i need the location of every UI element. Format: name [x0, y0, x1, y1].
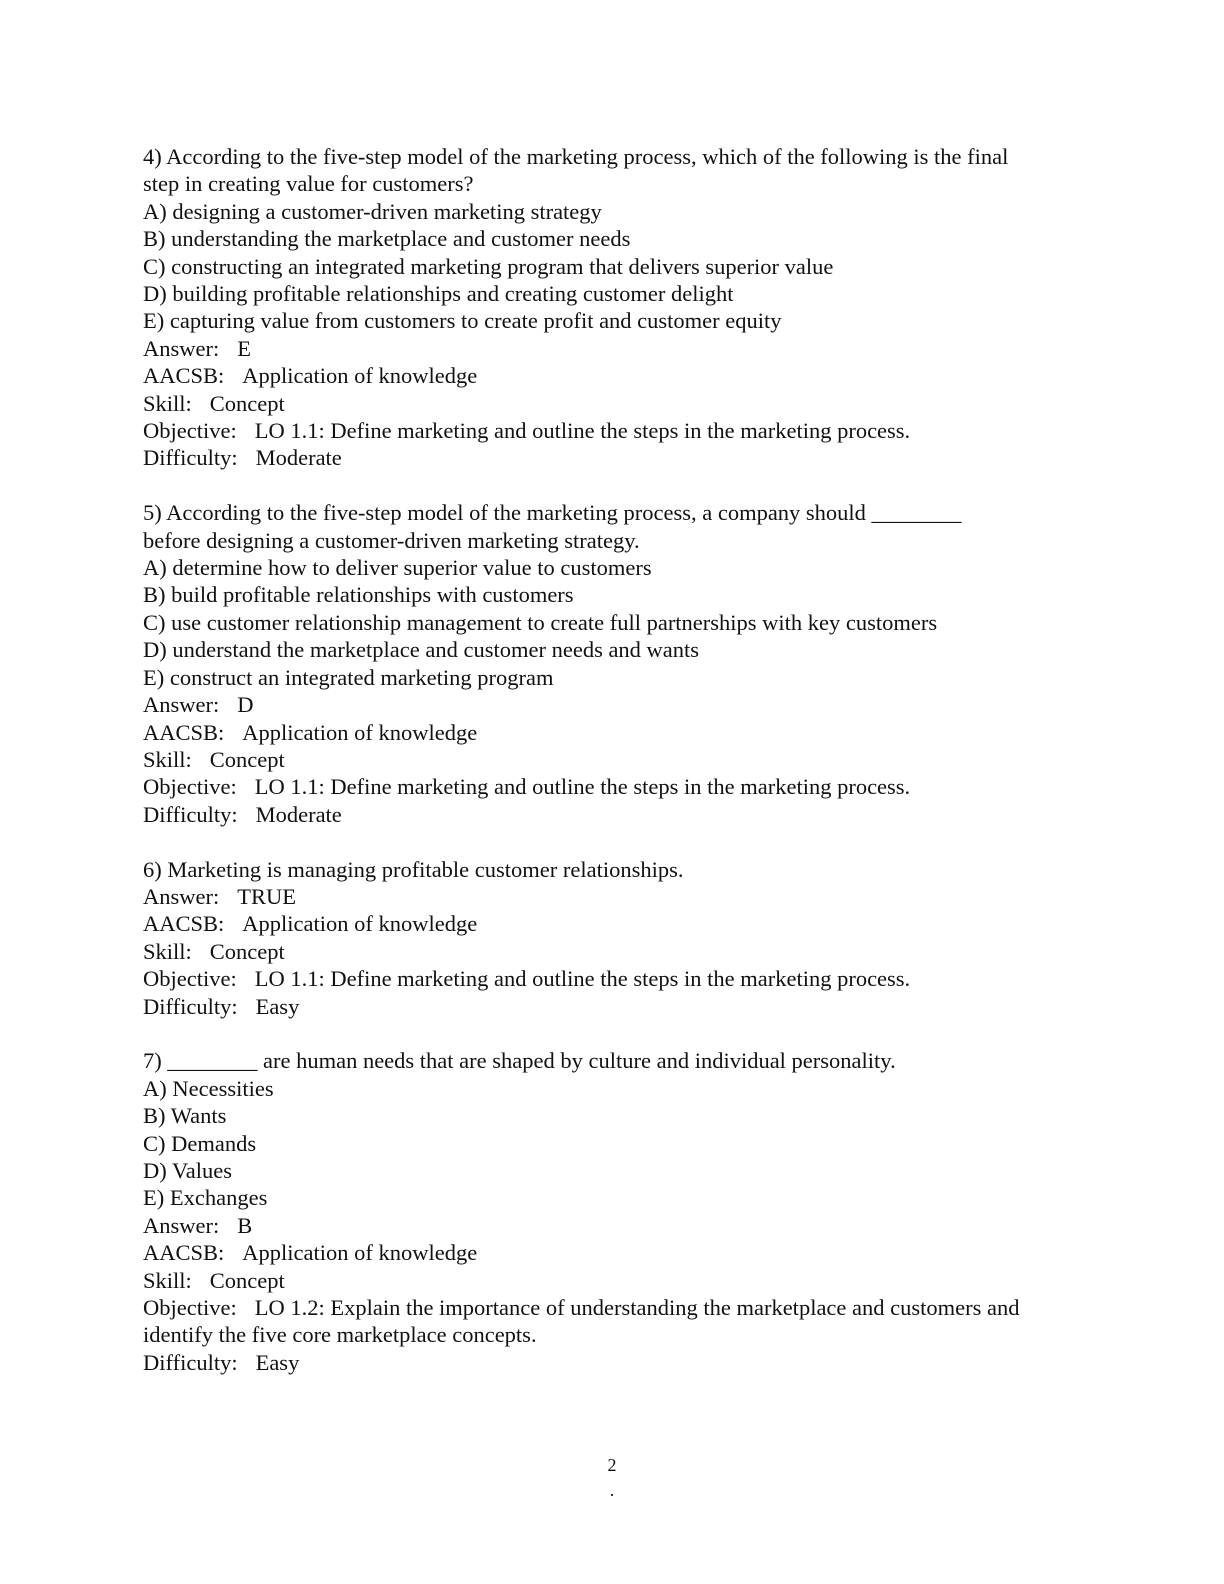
answer-line — [143, 883, 1083, 910]
answer-option: C) Demands — [143, 1130, 257, 1156]
skill-value: Concept — [209, 746, 285, 772]
skill-line — [143, 390, 1083, 417]
answer-label: Answer: — [143, 692, 220, 718]
answer-option: C) use customer relationship management to create full partnerships with key customers — [143, 609, 938, 635]
answer-option: A) designing a customer-driven marketing strategy — [143, 198, 602, 224]
skill-label: Skill: — [143, 938, 192, 964]
skill-line — [143, 938, 1083, 965]
answer-line — [143, 691, 1083, 718]
difficulty-value: Moderate — [255, 445, 342, 471]
answer-option: A) Necessities — [143, 1075, 274, 1101]
aacsb-value: Application of knowledge — [242, 363, 478, 389]
difficulty-label: Difficulty: — [143, 801, 238, 827]
answer-line — [143, 335, 1083, 362]
question-item — [143, 856, 1083, 1020]
answer-option: B) Wants — [143, 1103, 227, 1129]
answer-value: B — [237, 1212, 253, 1238]
aacsb-line — [143, 1239, 1083, 1266]
question-stem-line: 5) According to the five-step model of the marketing process, a company should ________ — [143, 500, 962, 526]
skill-label: Skill: — [143, 390, 192, 416]
objective-label: Objective: — [143, 418, 237, 444]
objective-line — [143, 965, 1083, 992]
aacsb-line — [143, 362, 1083, 389]
answer-option: E) capturing value from customers to create profit and customer equity — [143, 308, 782, 334]
difficulty-value: Easy — [255, 993, 300, 1019]
difficulty-value: Moderate — [255, 801, 342, 827]
question-item — [143, 499, 1083, 828]
objective-value: LO 1.1: Define marketing and outline the steps in the marketing process. — [254, 774, 911, 800]
objective-value: LO 1.1: Define marketing and outline the steps in the marketing process. — [254, 966, 911, 992]
answer-option: E) construct an integrated marketing program — [143, 664, 554, 690]
answer-option: A) determine how to deliver superior value to customers — [143, 555, 652, 581]
page-footer-dot: . — [609, 1480, 615, 1500]
skill-value: Concept — [209, 1267, 285, 1293]
answer-line — [143, 1212, 1083, 1239]
difficulty-line — [143, 801, 1083, 828]
skill-line — [143, 746, 1083, 773]
objective-line — [143, 773, 1083, 800]
skill-label: Skill: — [143, 1267, 192, 1293]
answer-value: D — [237, 692, 254, 718]
aacsb-value: Application of knowledge — [242, 719, 478, 745]
difficulty-label: Difficulty: — [143, 445, 238, 471]
difficulty-line — [143, 444, 1083, 471]
skill-value: Concept — [209, 390, 285, 416]
objective-label: Objective: — [143, 966, 237, 992]
answer-option: E) Exchanges — [143, 1185, 268, 1211]
objective-line — [143, 1294, 1083, 1321]
objective-label: Objective: — [143, 1295, 237, 1321]
difficulty-label: Difficulty: — [143, 1349, 238, 1375]
question-stem-line: 7) ________ are human needs that are shaped by culture and individual personality. — [143, 1048, 896, 1074]
question-stem-line: before designing a customer-driven marketing strategy. — [143, 527, 640, 553]
answer-label: Answer: — [143, 883, 220, 909]
difficulty-line — [143, 1349, 1083, 1376]
objective-label: Objective: — [143, 774, 237, 800]
answer-option: B) understanding the marketplace and customer needs — [143, 226, 631, 252]
aacsb-label: AACSB: — [143, 363, 225, 389]
objective-value: LO 1.1: Define marketing and outline the steps in the marketing process. — [254, 418, 911, 444]
question-list — [143, 143, 1083, 1404]
question-stem-line: 4) According to the five-step model of the marketing process, which of the following is the final — [143, 144, 1009, 169]
answer-option: C) constructing an integrated marketing program that delivers superior value — [143, 253, 834, 279]
objective-value: LO 1.2: Explain the importance of understanding the marketplace and customers and — [254, 1295, 1020, 1321]
skill-value: Concept — [209, 938, 285, 964]
aacsb-value: Application of knowledge — [242, 911, 478, 937]
aacsb-label: AACSB: — [143, 911, 225, 937]
answer-option: D) Values — [143, 1157, 232, 1183]
answer-value: TRUE — [237, 883, 296, 909]
aacsb-line — [143, 719, 1083, 746]
difficulty-line — [143, 993, 1083, 1020]
question-item — [143, 143, 1083, 472]
answer-value: E — [237, 335, 251, 361]
question-stem-line: 6) Marketing is managing profitable customer relationships. — [143, 856, 684, 882]
skill-line — [143, 1267, 1083, 1294]
page-number: 2 — [607, 1455, 617, 1475]
skill-label: Skill: — [143, 746, 192, 772]
answer-label: Answer: — [143, 1212, 220, 1238]
objective-line — [143, 417, 1083, 444]
aacsb-label: AACSB: — [143, 1240, 225, 1266]
answer-option: D) building profitable relationships and creating customer delight — [143, 281, 734, 307]
answer-option: D) understand the marketplace and customer needs and wants — [143, 637, 700, 663]
answer-label: Answer: — [143, 335, 220, 361]
objective-continuation: identify the five core marketplace concepts. — [143, 1322, 537, 1348]
aacsb-value: Application of knowledge — [242, 1240, 478, 1266]
aacsb-label: AACSB: — [143, 719, 225, 745]
aacsb-line — [143, 910, 1083, 937]
difficulty-value: Easy — [255, 1349, 300, 1375]
question-stem-line: step in creating value for customers? — [143, 171, 474, 197]
question-item — [143, 1047, 1083, 1376]
difficulty-label: Difficulty: — [143, 993, 238, 1019]
answer-option: B) build profitable relationships with customers — [143, 582, 574, 608]
